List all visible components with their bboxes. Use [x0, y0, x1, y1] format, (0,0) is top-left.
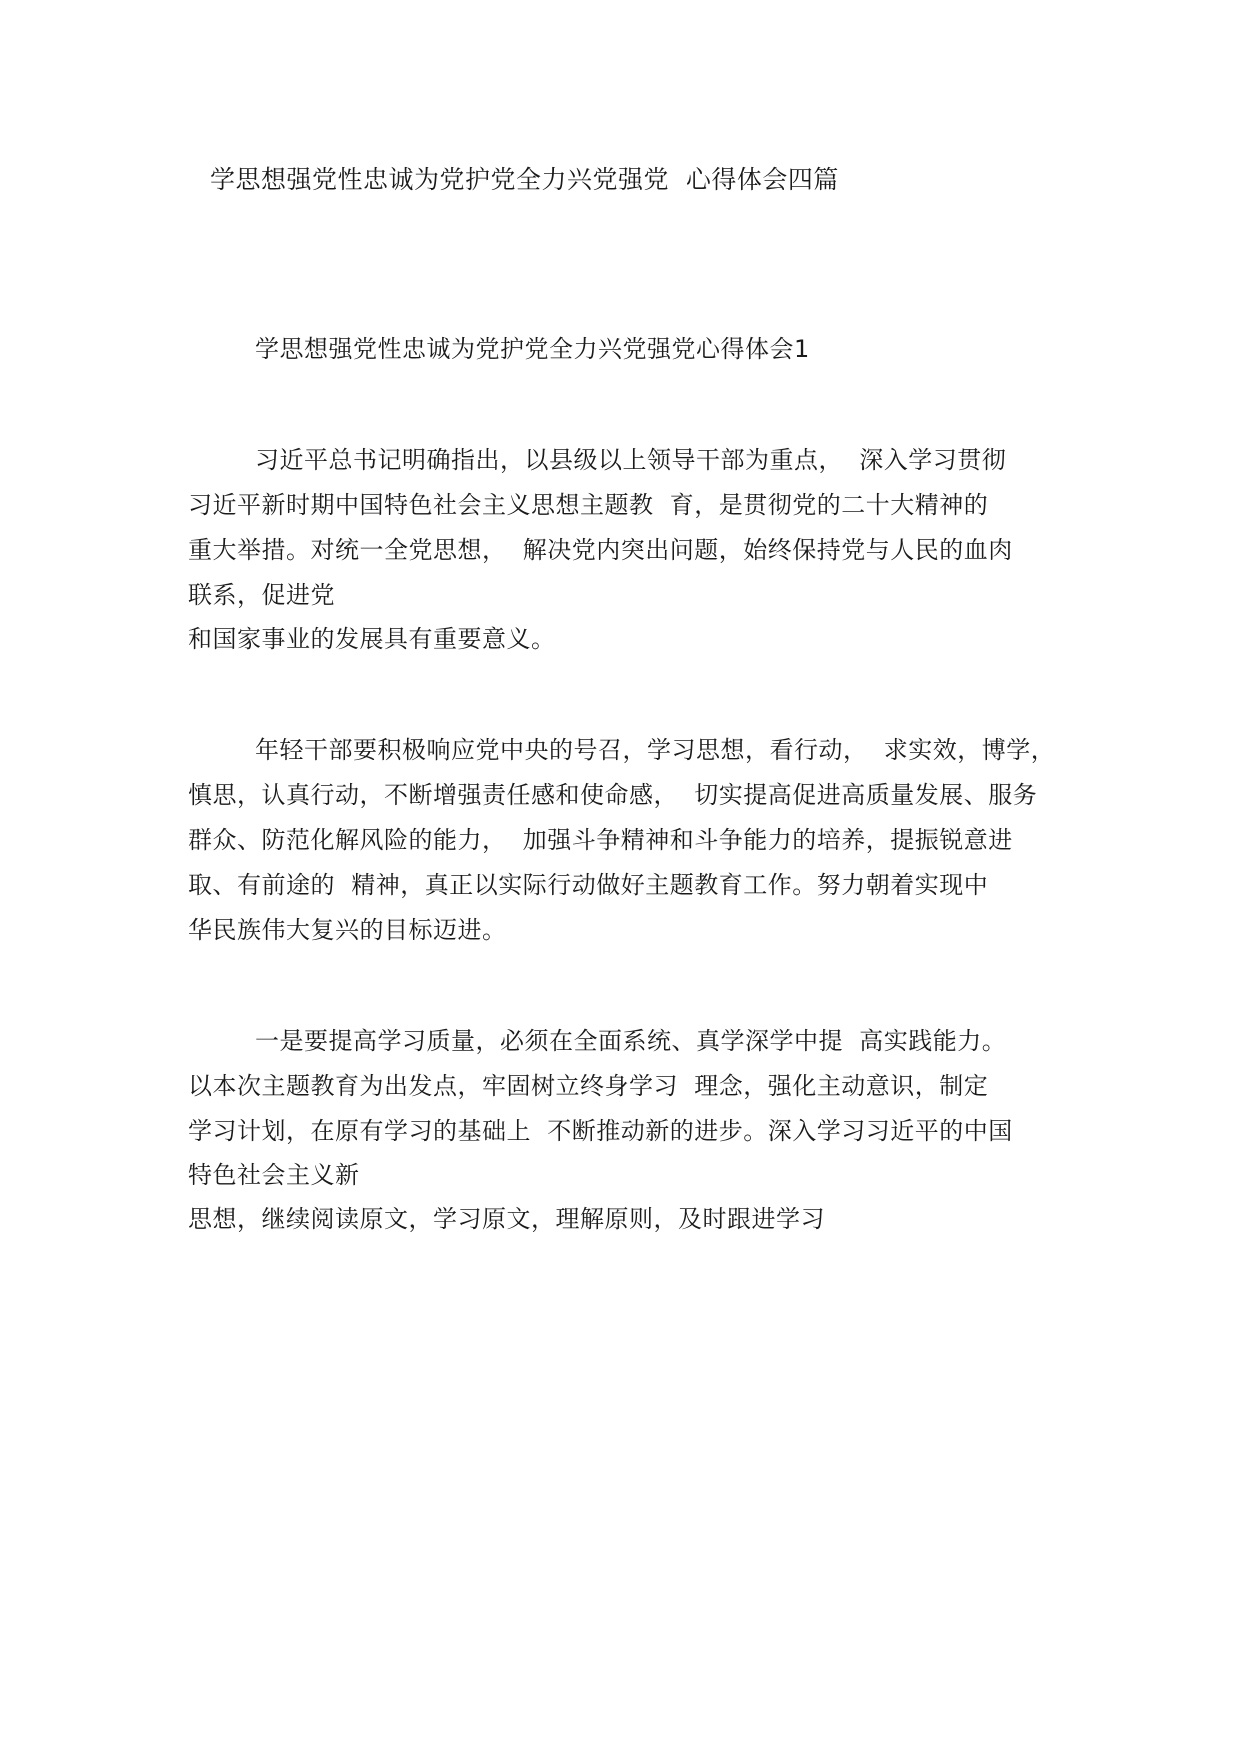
paragraph-line: 以本次主题教育为出发点，牢固树立终身学习 理念，强化主动意识，制定	[188, 1072, 989, 1100]
section-title: 学思想强党性忠诚为党护党全力兴党强党心得体会1	[255, 335, 810, 363]
paragraph-line: 联系，促进党	[188, 581, 335, 609]
paragraph-line: 华民族伟大复兴的目标迈进。	[188, 916, 507, 944]
paragraph-line: 取、有前途的 精神，真正以实际行动做好主题教育工作。努力朝着实现中	[188, 871, 989, 899]
paragraph-line: 学习计划，在原有学习的基础上 不断推动新的进步。深入学习习近平的中国	[188, 1117, 1013, 1145]
document-title: 学思想强党性忠诚为党护党全力兴党强党 心得体会四篇	[210, 165, 839, 194]
paragraph-line: 群众、防范化解风险的能力， 加强斗争精神和斗争能力的培养，提振锐意进	[188, 826, 1013, 854]
paragraph-line: 慎思，认真行动，不断增强责任感和使命感， 切实提高促进高质量发展、服务	[188, 781, 1038, 809]
paragraph-line: 习近平总书记明确指出，以县级以上领导干部为重点， 深入学习贯彻	[255, 446, 1007, 474]
paragraph-line: 重大举措。对统一全党思想， 解决党内突出问题，始终保持党与人民的血肉	[188, 536, 1013, 564]
paragraph-line: 思想，继续阅读原文，学习原文，理解原则，及时跟进学习	[188, 1205, 825, 1233]
paragraph-line: 一是要提高学习质量，必须在全面系统、真学深学中提 高实践能力。	[255, 1027, 1007, 1055]
paragraph-line: 特色社会主义新	[188, 1161, 360, 1189]
paragraph-line: 年轻干部要积极响应党中央的号召，学习思想，看行动， 求实效，博学，	[255, 736, 1056, 764]
paragraph-line: 习近平新时期中国特色社会主义思想主题教 育，是贯彻党的二十大精神的	[188, 491, 989, 519]
paragraph-line: 和国家事业的发展具有重要意义。	[188, 625, 556, 653]
